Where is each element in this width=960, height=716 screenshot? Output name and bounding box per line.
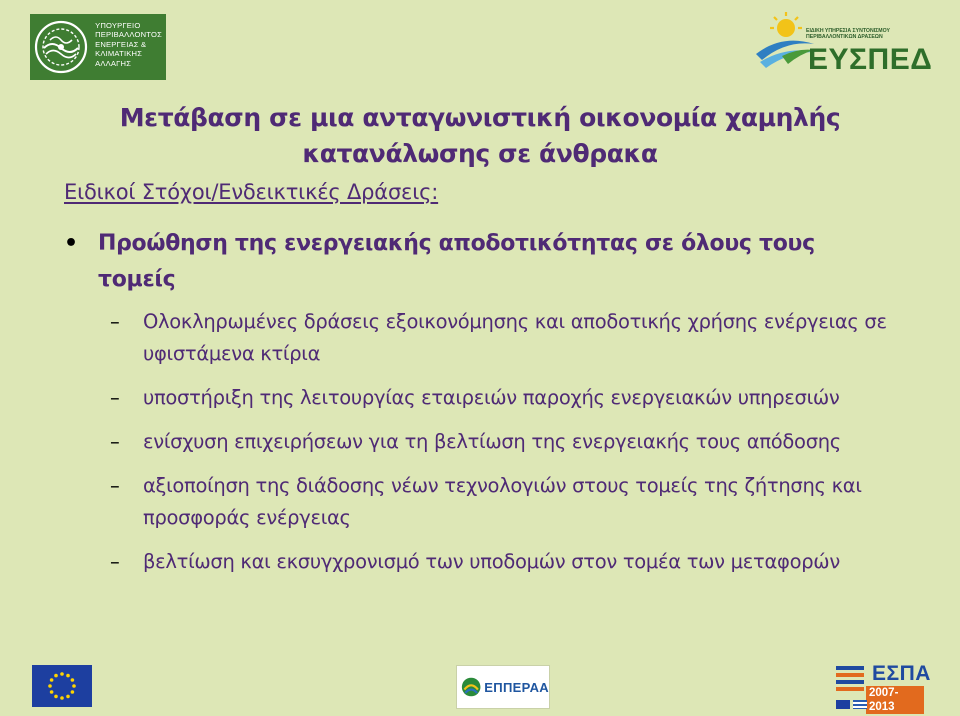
- main-bullet: [64, 226, 894, 298]
- sub-bullet-list: [110, 306, 910, 590]
- dash-marker: –: [110, 386, 120, 409]
- list-item: [110, 546, 910, 578]
- ministry-emblem-icon: [30, 14, 91, 80]
- bullet-marker: •: [64, 231, 78, 256]
- epperaa-logo: [456, 665, 550, 709]
- ministry-line: ΠΕΡΙΒΑΛΛΟΝΤΟΣ: [95, 30, 162, 40]
- dash-marker: –: [110, 430, 120, 453]
- eysped-logo: [752, 8, 933, 78]
- list-item: [110, 470, 910, 534]
- eysped-subtitle: [806, 28, 922, 40]
- espa-stripes-icon: [836, 664, 866, 696]
- epperaa-word: ΕΠΠΕΡΑΑ: [484, 679, 549, 695]
- greek-flag-icon: [853, 700, 867, 709]
- list-item: [110, 306, 910, 370]
- slide-title: [80, 100, 880, 172]
- eu-small-flag-icon: [836, 700, 850, 709]
- main-bullet-text: Προώθηση της ενεργειακής αποδοτικότητας σε όλους τους τομείς: [98, 231, 815, 292]
- list-item: [110, 382, 910, 414]
- list-item-text: Ολοκληρωμένες δράσεις εξοικονόμησης και αποδοτικής χρήσης ενέργειας σε υφιστάμενα κτίρια: [143, 310, 887, 365]
- section-subtitle: Ειδικοί Στόχοι/Ενδεικτικές Δράσεις:: [64, 180, 439, 204]
- list-item-text: βελτίωση και εκσυγχρονισμό των υποδομών στον τομέα των μεταφορών: [143, 550, 840, 573]
- ministry-line: ΥΠΟΥΡΓΕΙΟ: [95, 21, 141, 30]
- list-item: [110, 426, 910, 458]
- title-line-2: κατανάλωσης σε άνθρακα: [302, 139, 658, 168]
- espa-word: ΕΣΠΑ: [872, 662, 931, 685]
- epperaa-symbol-icon: [461, 672, 481, 702]
- eu-flag-icon: [32, 665, 92, 707]
- title-line-1: Μετάβαση σε μια ανταγωνιστική οικονομία χαμηλής: [119, 103, 841, 132]
- eysped-subtitle-line: ΕΙΔΙΚΗ ΥΠΗΡΕΣΙΑ ΣΥΝΤΟΝΙΣΜΟΥ: [806, 28, 890, 34]
- eysped-subtitle-line: ΠΕΡΙΒΑΛΛΟΝΤΙΚΩΝ ΔΡΑΣΕΩΝ: [806, 34, 883, 41]
- flags-row: [836, 700, 896, 710]
- ministry-line: ΑΛΛΑΓΗΣ: [95, 58, 132, 68]
- list-item-text: ενίσχυση επιχειρήσεων για τη βελτίωση της ενεργειακής τους απόδοσης: [143, 430, 841, 453]
- ministry-logo: [30, 14, 166, 80]
- eysped-brand: ΕΥΣΠΕΔ: [808, 43, 933, 76]
- ministry-line: ΚΛΙΜΑΤΙΚΗΣ: [95, 49, 143, 59]
- ministry-line: ΕΝΕΡΓΕΙΑΣ &: [95, 39, 147, 49]
- list-item-text: αξιοποίηση της διάδοσης νέων τεχνολογιών στους τομείς της ζήτησης και προσφοράς ενέργειας: [143, 474, 862, 529]
- dash-marker: –: [110, 474, 120, 497]
- dash-marker: –: [110, 310, 120, 333]
- espa-logo: [836, 660, 931, 713]
- ministry-name: [91, 14, 166, 80]
- dash-marker: –: [110, 550, 120, 573]
- list-item-text: υποστήριξη της λειτουργίας εταιρειών παροχής ενεργειακών υπηρεσιών: [143, 386, 840, 409]
- espa-years: 2007-2013: [866, 686, 924, 714]
